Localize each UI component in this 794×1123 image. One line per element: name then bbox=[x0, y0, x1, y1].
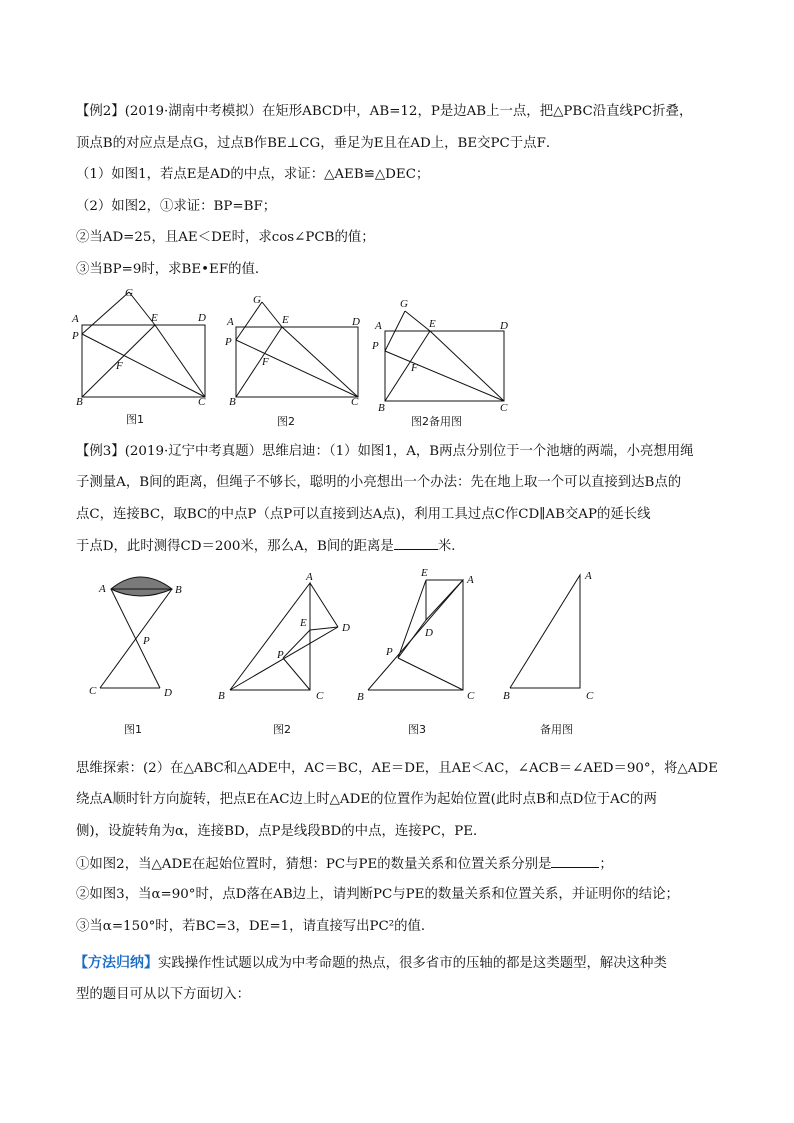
fig1-label-b: B bbox=[76, 396, 83, 408]
fig1-label-e: E bbox=[151, 312, 158, 324]
ex2-line-5: ②当AD=25，且AE＜DE时，求cos∠PCB的值； bbox=[76, 230, 375, 245]
ex2-line-6: ③当BP=9时，求BE•EF的值． bbox=[76, 262, 269, 277]
ex3-fig1-label-c: C bbox=[89, 685, 97, 697]
ex3-q1 bbox=[76, 855, 613, 874]
ex2-caption-2: 图2 bbox=[277, 415, 295, 428]
ex2-line-1: 【例2】(2019·湖南中考模拟）在矩形ABCD中，AB=12，P是边AB上一点，把△PBC沿直线PC折叠， bbox=[76, 104, 693, 119]
fig2-label-f: F bbox=[262, 356, 269, 368]
ex2-figure-1 bbox=[82, 292, 205, 397]
fig2-label-c: C bbox=[351, 396, 359, 408]
ex3-caption-3: 图3 bbox=[408, 723, 426, 736]
ex3-fig1-label-p: P bbox=[143, 635, 150, 647]
ex3-q2: ②如图3，当α=90°时，点D落在AB边上，请判断PC与PE的数量关系和位置关系，并证明你的结论； bbox=[76, 887, 679, 902]
ex3-line-4 bbox=[76, 537, 465, 556]
ex3-fig3-label-c: C bbox=[467, 690, 475, 702]
ex3-figure-3 bbox=[368, 580, 463, 690]
ex2-figure-2 bbox=[236, 302, 358, 397]
method-text-1: 实践操作性试题以成为中考命题的热点，很多省市的压轴的都是这类题型，解决这种类 bbox=[158, 956, 667, 971]
ex3-fig3-label-b: B bbox=[357, 691, 364, 703]
ex3-fig1-label-a: A bbox=[99, 583, 106, 595]
ex3-fig3-label-e: E bbox=[421, 567, 428, 579]
ex3-line-4-unit: 米． bbox=[437, 539, 465, 554]
ex3-line-3: 点C，连接BC，取BC的中点P（点P可以直接到达A点)，利用工具过点C作CD∥AB交AP的延长线 bbox=[76, 507, 651, 522]
ex3-q3: ③当α=150°时，若BC=3，DE=1，请直接写出PC²的值． bbox=[76, 919, 435, 934]
fig2-label-b: B bbox=[229, 396, 236, 408]
fig3-label-e: E bbox=[429, 318, 436, 330]
ex3-fig3-label-d: D bbox=[425, 627, 433, 639]
fig2-label-d: D bbox=[352, 316, 360, 328]
ex2-figure-3 bbox=[385, 311, 504, 401]
fig1-label-c: C bbox=[198, 396, 206, 408]
ex3-spare-label-c: C bbox=[586, 690, 594, 702]
ex3-caption-4: 备用图 bbox=[540, 723, 573, 736]
ex3-line-2: 子测量A，B间的距离，但绳子不够长，聪明的小亮想出一个办法：先在地上取一个可以直接到达B点的 bbox=[76, 475, 682, 490]
ex3-fig2-label-a: A bbox=[306, 571, 313, 583]
ex3-fig1-label-b: B bbox=[175, 584, 182, 596]
fig3-label-c: C bbox=[500, 402, 508, 414]
method-line-2: 型的题目可从以下方面切入： bbox=[76, 987, 251, 1002]
ex3-fig1-label-d: D bbox=[164, 687, 172, 699]
ex3-q1-text: ①如图2，当△ADE在起始位置时，猜想：PC与PE的数量关系和位置关系分别是 bbox=[76, 857, 552, 872]
ex2-line-3: （1）如图1，若点E是AD的中点，求证：△AEB≌△DEC； bbox=[76, 167, 430, 182]
ex2-figures bbox=[0, 283, 794, 428]
answer-blank-relation[interactable] bbox=[551, 855, 599, 868]
method-line-1 bbox=[74, 954, 667, 973]
fig1-label-a: A bbox=[72, 313, 79, 325]
ex3-line-4-text: 于点D，此时测得CD＝200米，那么A，B间的距离是 bbox=[76, 539, 394, 554]
ex3-fig3-label-a: A bbox=[467, 574, 474, 586]
ex2-caption-1: 图1 bbox=[126, 413, 144, 426]
ex3-line-1: 【例3】(2019·辽宁中考真题）思维启迪：（1）如图1，A，B两点分别位于一个池塘的两端，小亮想用绳 bbox=[76, 444, 694, 459]
ex3-figures bbox=[0, 560, 794, 740]
fig1-label-p: P bbox=[72, 330, 79, 342]
fig3-label-a: A bbox=[375, 320, 382, 332]
ex3-fig2-label-p: P bbox=[277, 649, 284, 661]
ex3-para-2: 绕点A顺时针方向旋转，把点E在AC边上时△ADE的位置作为起始位置(此时点B和点D位于AC的两 bbox=[76, 792, 657, 807]
fig3-label-p: P bbox=[372, 340, 379, 352]
ex3-fig2-label-e: E bbox=[300, 617, 307, 629]
ex3-fig2-label-b: B bbox=[218, 690, 225, 702]
fig2-label-e: E bbox=[282, 314, 289, 326]
ex3-figure-1 bbox=[100, 577, 172, 688]
fig3-label-d: D bbox=[500, 320, 508, 332]
ex2-line-2: 顶点B的对应点是点G，过点B作BE⊥CG，垂足为E且在AD上，BE交PC于点F． bbox=[76, 136, 560, 151]
fig3-label-f: F bbox=[411, 362, 418, 374]
ex2-caption-3: 图2备用图 bbox=[411, 415, 462, 428]
ex3-fig2-label-d: D bbox=[342, 622, 350, 634]
fig2-label-p: P bbox=[225, 336, 232, 348]
fig1-label-f: F bbox=[116, 360, 123, 372]
method-tag: 【方法归纳】 bbox=[74, 955, 158, 971]
ex3-spare-label-a: A bbox=[585, 570, 592, 582]
fig1-label-d: D bbox=[198, 312, 206, 324]
ex3-q1-end: ； bbox=[599, 857, 613, 872]
fig3-label-g: G bbox=[400, 298, 408, 310]
fig3-label-b: B bbox=[378, 402, 385, 414]
ex3-para-1: 思维探索：(2）在△ABC和△ADE中，AC＝BC，AE＝DE，且AE＜AC，∠ACB＝∠AED＝90°，将△ADE bbox=[76, 761, 718, 776]
fig1-label-g: G bbox=[125, 287, 133, 299]
ex3-spare-label-b: B bbox=[503, 690, 510, 702]
answer-blank-distance[interactable] bbox=[394, 537, 438, 550]
ex3-caption-2: 图2 bbox=[273, 723, 291, 736]
ex3-para-3: 侧)，设旋转角为α，连接BD，点P是线段BD的中点，连接PC，PE． bbox=[76, 824, 487, 839]
fig2-label-a: A bbox=[227, 316, 234, 328]
ex3-caption-1: 图1 bbox=[124, 723, 142, 736]
ex3-fig3-label-p: P bbox=[386, 646, 393, 658]
ex2-line-4: （2）如图2，①求证：BP=BF； bbox=[76, 199, 277, 214]
fig2-label-g: G bbox=[253, 294, 261, 306]
ex3-figure-2 bbox=[230, 583, 338, 690]
ex3-fig2-label-c: C bbox=[316, 690, 324, 702]
ex3-figure-spare bbox=[510, 575, 580, 688]
